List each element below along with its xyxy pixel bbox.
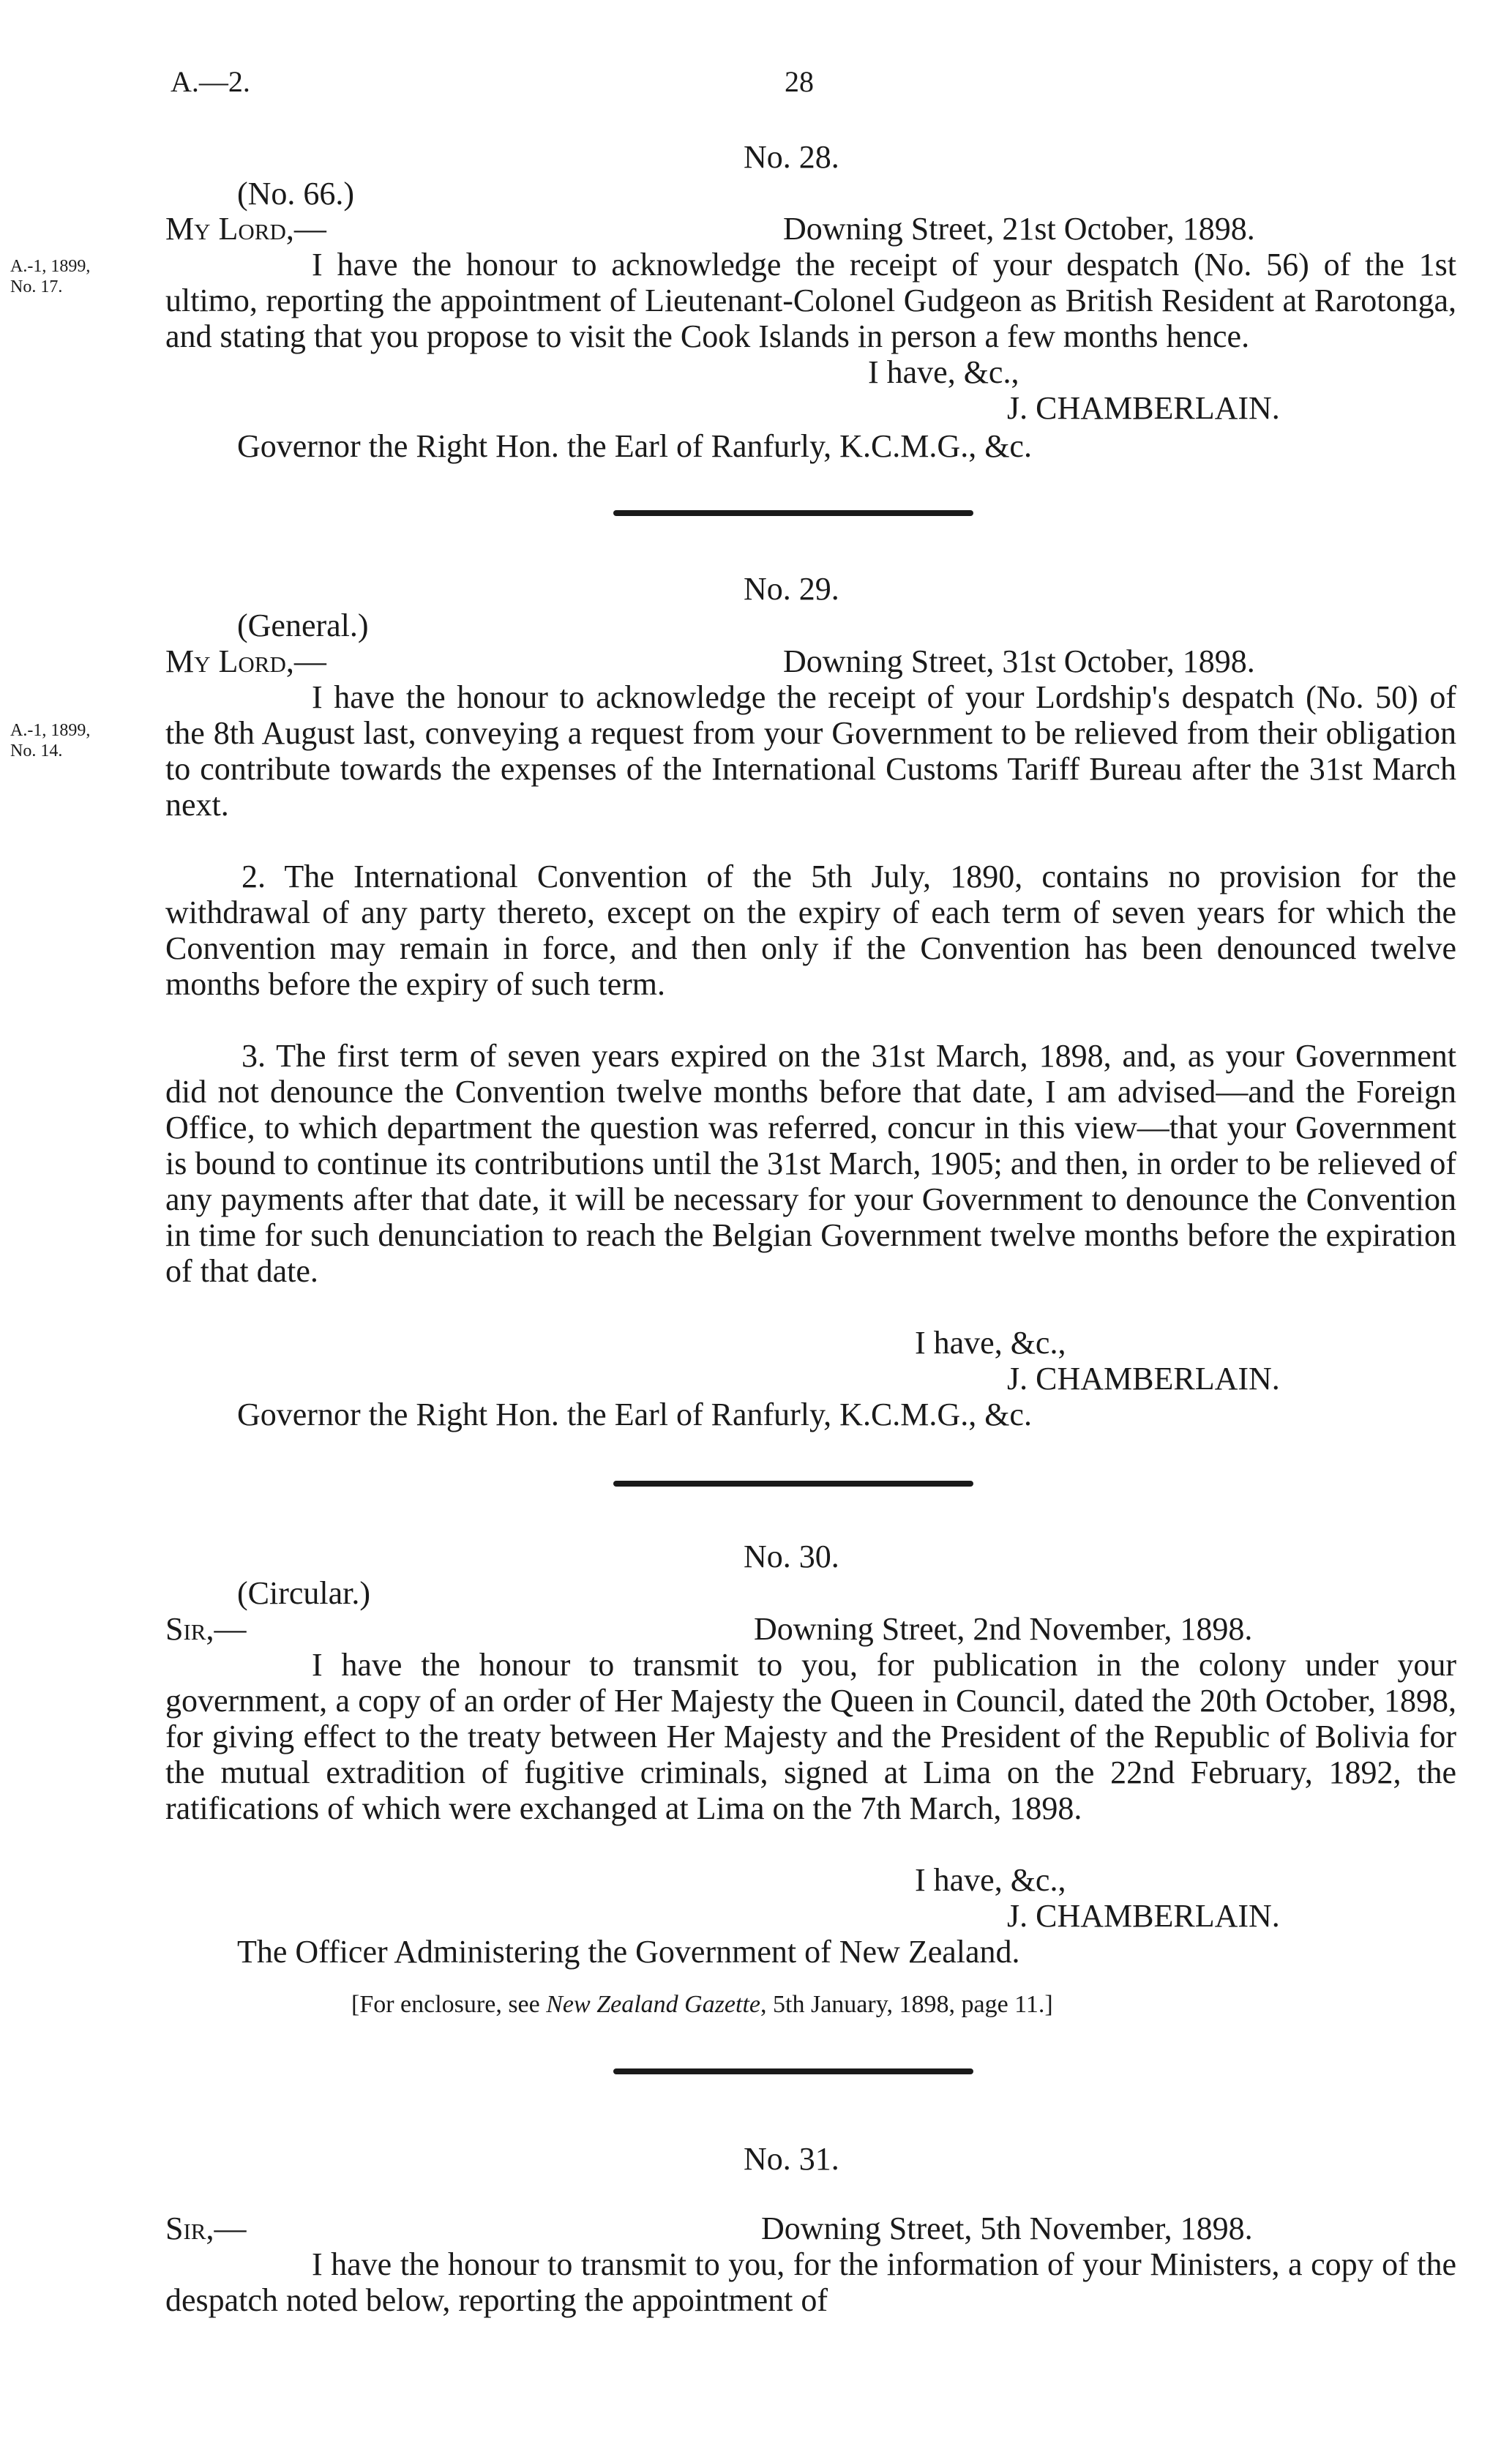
place-date: Downing Street, 2nd November, 1898.: [754, 1611, 1253, 1647]
closing: I have, &c.,: [915, 1862, 1066, 1898]
letter-number: No. 30.: [744, 1539, 839, 1574]
addressee: Governor the Right Hon. the Earl of Ranfurly, K.C.M.G., &c.: [237, 428, 1032, 464]
addressee: The Officer Administering the Government of New Zealand.: [237, 1934, 1020, 1970]
margin-reference: A.-1, 1899, No. 14.: [10, 721, 91, 760]
paragraph: 2. The International Convention of the 5th July, 1890, contains no provision for the withdrawal of any party thereto, except on the expiry of each term of seven years for which the Convention may remain in force, and then only if the Convention has been denounced twelve months before the expiry of such term.: [165, 859, 1456, 1002]
salutation: My Lord,—: [165, 211, 326, 247]
section-divider: [613, 2068, 973, 2074]
page-number: 28: [785, 65, 814, 98]
place-date: Downing Street, 21st October, 1898.: [783, 211, 1255, 247]
letter-type: (Circular.): [237, 1575, 371, 1611]
closing: I have, &c.,: [915, 1325, 1066, 1361]
signature: J. CHAMBERLAIN.: [1007, 1361, 1280, 1397]
place-date: Downing Street, 31st October, 1898.: [783, 643, 1255, 679]
signature: J. CHAMBERLAIN.: [1007, 390, 1280, 426]
paragraph: I have the honour to transmit to you, for publication in the colony under your government, a copy of an order of Her Majesty the Queen in Council, dated the 20th October, 1898, for giving effect to the treaty between Her Majesty and the President of the Republic of Bolivia for the mutual extradition of fugitive criminals, signed at Lima on the 22nd February, 1892, the ratifications of which were exchanged at Lima on the 7th March, 1898.: [165, 1647, 1456, 1826]
page-ref: A.—2.: [171, 65, 250, 98]
paragraph: I have the honour to transmit to you, for the information of your Ministers, a copy of the despatch noted below, reporting the appointment of: [165, 2246, 1456, 2318]
enclosure-note: [For enclosure, see New Zealand Gazette, 5th January, 1898, page 11.]: [351, 1991, 1053, 2018]
signature: J. CHAMBERLAIN.: [1007, 1898, 1280, 1934]
salutation: My Lord,—: [165, 643, 326, 679]
salutation: Sir,—: [165, 1611, 247, 1647]
paragraph: I have the honour to acknowledge the receipt of your Lordship's despatch (No. 50) of the 8th August last, conveying a request from your Government to be relieved from their obligation to contribute towards the expenses of the International Customs Tariff Bureau after the 31st March next.: [165, 679, 1456, 823]
letter-number: No. 31.: [744, 2141, 839, 2177]
section-divider: [613, 510, 973, 516]
closing: I have, &c.,: [868, 354, 1019, 390]
place-date: Downing Street, 5th November, 1898.: [761, 2210, 1253, 2246]
paragraph: I have the honour to acknowledge the receipt of your despatch (No. 56) of the 1st ultimo, reporting the appointment of Lieutenant-Colonel Gudgeon as British Resident at Rarotonga, and stating that you propose to visit the Cook Islands in person a few months hence.: [165, 247, 1456, 354]
addressee: Governor the Right Hon. the Earl of Ranfurly, K.C.M.G., &c.: [237, 1397, 1032, 1432]
salutation: Sir,—: [165, 2210, 247, 2246]
letter-number: No. 28.: [744, 139, 839, 175]
paragraph: 3. The first term of seven years expired on the 31st March, 1898, and, as your Government did not denounce the Convention twelve months before that date, I am advised—and the Foreign Office, to which department the question was referred, concur in this view—that your Government is bound to continue its contributions until the 31st March, 1905; and then, in order to be relieved of any payments after that date, it will be necessary for your Government to denounce the Convention in time for such denunciation to reach the Belgian Government twelve months before the expiration of that date.: [165, 1038, 1456, 1289]
letter-number: No. 29.: [744, 571, 839, 607]
margin-reference: A.-1, 1899, No. 17.: [10, 257, 91, 296]
letter-type: (No. 66.): [237, 176, 355, 212]
section-divider: [613, 1481, 973, 1487]
letter-type: (General.): [237, 608, 369, 643]
